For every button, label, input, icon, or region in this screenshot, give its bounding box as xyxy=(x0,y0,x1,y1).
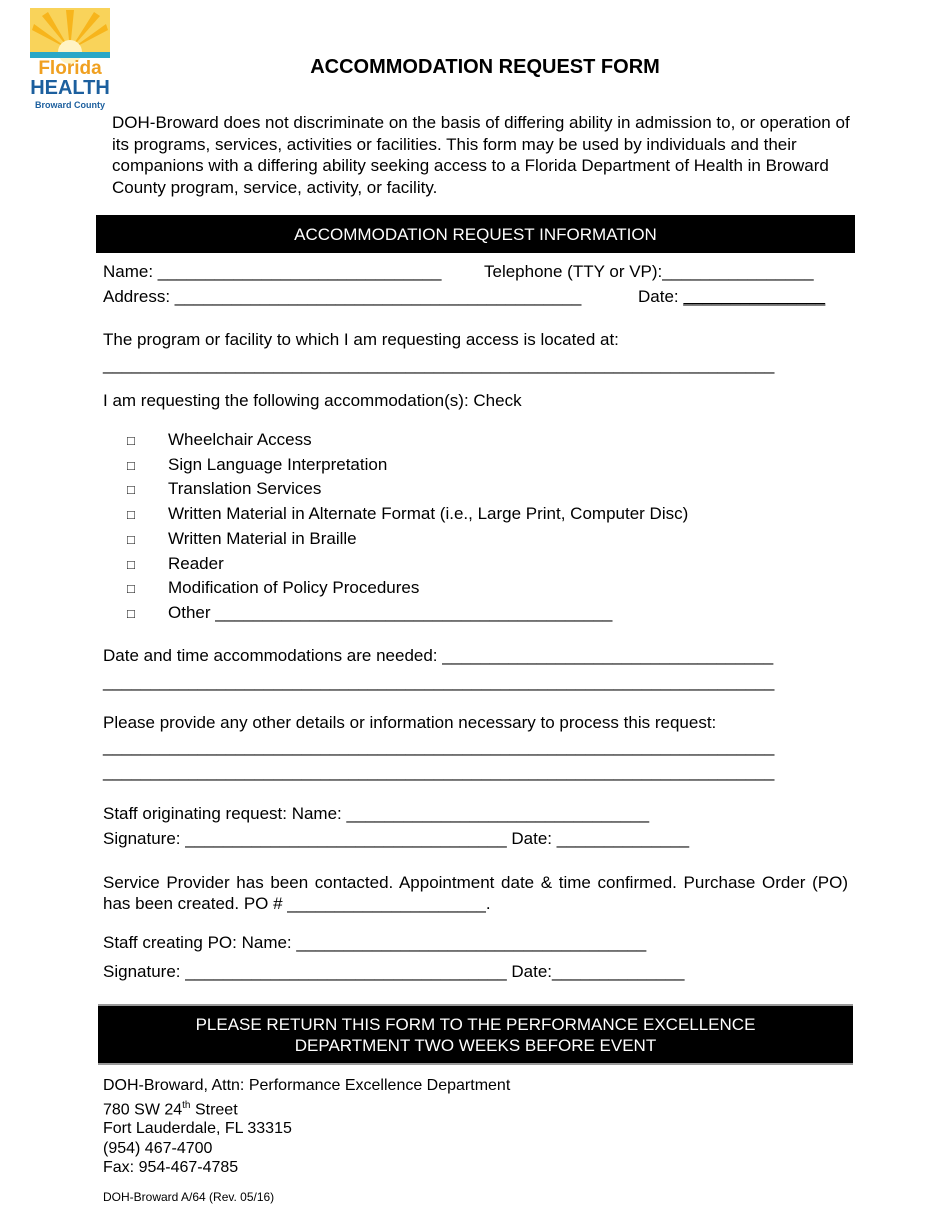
return-notice-line1: PLEASE RETURN THIS FORM TO THE PERFORMANCE EXCELLENCE xyxy=(195,1015,756,1034)
request-label: I am requesting the following accommodation(s): Check xyxy=(103,391,522,410)
checkbox-icon[interactable]: □ xyxy=(127,507,135,522)
return-notice xyxy=(98,1004,853,1065)
option-policy: Modification of Policy Procedures xyxy=(168,578,420,597)
checkbox-icon[interactable]: □ xyxy=(127,482,135,497)
checkbox-icon[interactable]: □ xyxy=(127,532,135,547)
option-wheelchair: Wheelchair Access xyxy=(168,430,312,449)
logo-county: Broward County xyxy=(34,100,106,110)
option-alternate-format: Written Material in Alternate Format (i.e., Large Print, Computer Disc) xyxy=(168,504,689,523)
checkbox-icon[interactable]: □ xyxy=(127,458,135,473)
checkbox-icon[interactable]: □ xyxy=(127,557,135,572)
section-header: ACCOMMODATION REQUEST INFORMATION xyxy=(96,215,855,253)
address-field[interactable]: Address: ___________________________________________ xyxy=(103,287,582,306)
logo-brand-bottom: HEALTH xyxy=(30,77,110,99)
name-field[interactable]: Name: ______________________________ xyxy=(103,262,442,281)
staff-signature-field[interactable]: Signature: __________________________________ Date: ______________ xyxy=(103,829,690,848)
form-number: DOH-Broward A/64 (Rev. 05/16) xyxy=(103,1190,275,1204)
option-translation: Translation Services xyxy=(168,479,322,498)
address-line-3: Fort Lauderdale, FL 33315 xyxy=(103,1120,292,1138)
option-reader: Reader xyxy=(168,554,224,573)
address-line-2: 780 SW 24th Street xyxy=(103,1099,238,1118)
address-block xyxy=(103,1076,510,1178)
details-blank-1[interactable]: _______________________________________________________________________ xyxy=(103,737,775,756)
program-label: The program or facility to which I am requesting access is located at: xyxy=(103,330,619,349)
address-line-4: (954) 467-4700 xyxy=(103,1139,213,1157)
staff-name-field[interactable]: Staff originating request: Name: ________________________________ xyxy=(103,804,650,823)
form-title: ACCOMMODATION REQUEST FORM xyxy=(310,56,660,78)
checkbox-icon[interactable]: □ xyxy=(127,581,135,596)
telephone-field[interactable]: Telephone (TTY or VP):________________ xyxy=(484,262,814,281)
needed-field[interactable]: Date and time accommodations are needed: ___________________________________ xyxy=(103,646,774,665)
checkbox-icon[interactable]: □ xyxy=(127,606,135,621)
po-staff-signature-field[interactable]: Signature: __________________________________ Date:______________ xyxy=(103,962,685,981)
needed-blank[interactable]: _______________________________________________________________________ xyxy=(103,672,775,691)
address-line-5: Fax: 954-467-4785 xyxy=(103,1159,239,1177)
program-field[interactable]: _______________________________________________________________________ xyxy=(103,355,775,374)
intro-paragraph: DOH-Broward does not discriminate on the basis of differing ability in admission to, or operation of its programs, services, activities or facilities. This form may be used by individuals and their companions with a differing ability seeking access to a Florida Department of Health in Broward County program, service, activity, or facility. xyxy=(112,113,850,197)
details-label: Please provide any other details or information necessary to process this request: xyxy=(103,713,717,732)
option-braille: Written Material in Braille xyxy=(168,529,357,548)
option-other[interactable]: Other __________________________________________ xyxy=(168,603,613,622)
return-notice-line2: DEPARTMENT TWO WEEKS BEFORE EVENT xyxy=(294,1036,657,1055)
address-line-1: DOH-Broward, Attn: Performance Excellence Department xyxy=(103,1077,511,1094)
logo-brand-top: Florida xyxy=(38,58,102,79)
date-blank[interactable]: _______________ xyxy=(683,287,826,306)
checkbox-icon[interactable]: □ xyxy=(127,433,135,448)
option-sign-language: Sign Language Interpretation xyxy=(168,455,388,474)
date-label: Date: xyxy=(638,287,679,306)
po-staff-name-field[interactable]: Staff creating PO: Name: _____________________________________ xyxy=(103,933,647,952)
details-blank-2[interactable]: _______________________________________________________________________ xyxy=(103,762,775,781)
provider-paragraph: Service Provider has been contacted. Appointment date & time confirmed. Purchase Order (PO) has been created. PO # _____________________. xyxy=(103,873,848,913)
date-field[interactable] xyxy=(638,287,825,307)
